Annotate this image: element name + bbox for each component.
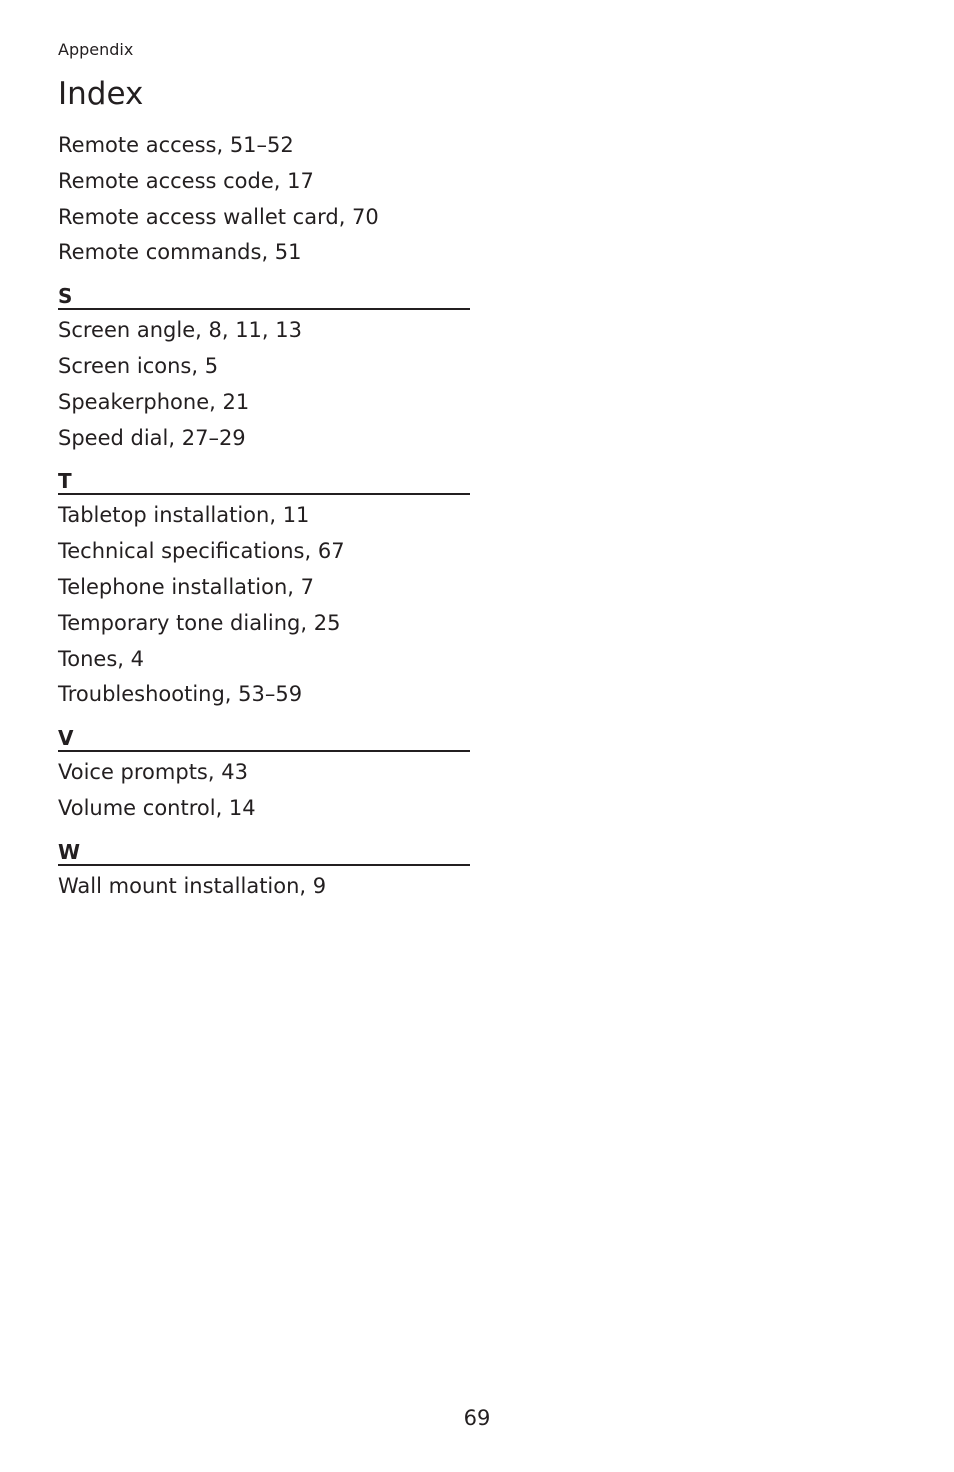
index-entry: Troubleshooting, 53–59	[58, 682, 303, 707]
index-entry: Telephone installation, 7	[58, 574, 314, 599]
index-entry: Speed dial, 27–29	[58, 425, 246, 450]
index-letter-heading: T	[58, 469, 470, 495]
index-group-r-continued	[58, 128, 470, 271]
index-entry: Screen icons, 5	[58, 353, 219, 378]
index-entry: Remote access, 51–52	[58, 133, 294, 157]
index-entry: Remote access code, 17	[58, 168, 314, 193]
index-entry: Tabletop installation, 11	[58, 503, 310, 528]
index-group-t	[58, 469, 470, 713]
index-entry: Voice prompts, 43	[58, 760, 248, 785]
index-entry: Wall mount installation, 9	[58, 873, 327, 898]
section-label: Appendix	[58, 40, 134, 59]
index-group-s	[58, 284, 470, 456]
index-letter-heading: V	[58, 726, 470, 752]
index-entry: Speakerphone, 21	[58, 389, 250, 414]
page-title: Index	[58, 76, 144, 112]
index-entry: Volume control, 14	[58, 795, 256, 820]
index-entry: Technical specifications, 67	[58, 539, 345, 564]
index-group-w	[58, 840, 470, 905]
index-group-v	[58, 726, 470, 827]
index-entry: Remote commands, 51	[58, 240, 302, 265]
index-letter-heading: S	[58, 284, 470, 310]
index-list	[58, 128, 470, 905]
index-entry: Tones, 4	[58, 646, 144, 671]
index-letter-heading: W	[58, 840, 470, 866]
page-number: 69	[463, 1406, 491, 1430]
index-entry: Remote access wallet card, 70	[58, 204, 379, 229]
index-entry: Screen angle, 8, 11, 13	[58, 318, 302, 343]
index-entry: Temporary tone dialing, 25	[58, 610, 341, 635]
